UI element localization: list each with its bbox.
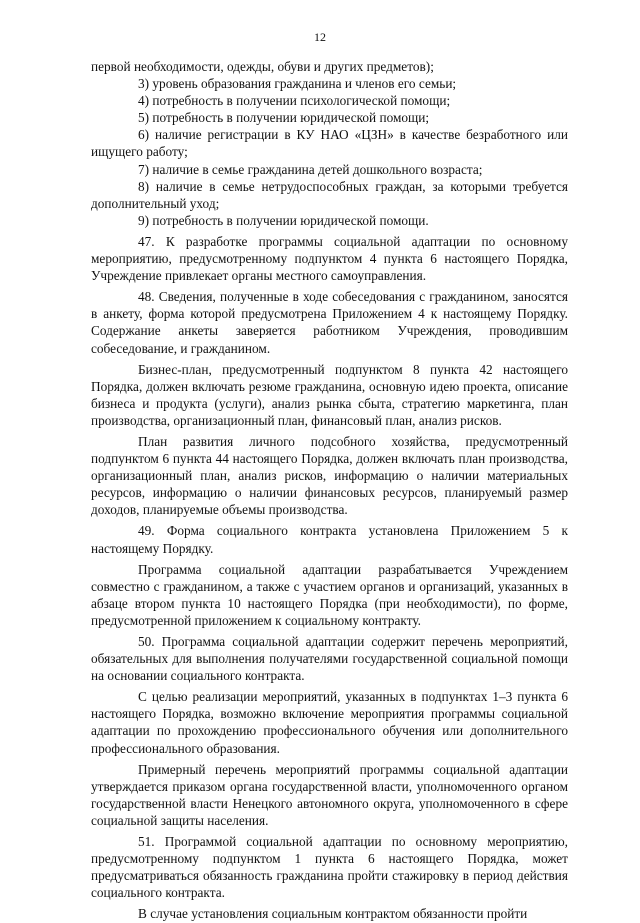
paragraph: В случае установления социальным контрактом обязанности пройти (138, 906, 528, 922)
paragraph: 9) потребность в получении юридической помощи. (138, 212, 429, 228)
paragraph: Бизнес-план, предусмотренный подпунктом 8 пункта 42 настоящего Порядка, должен включать резюме гражданина, основную идею проекта, описание бизнеса и продукта (услуги), анализ рынка сбыта, стратегию маркетинга, план производства, организационный план, финансовый план, анализ рисков. (91, 361, 568, 428)
paragraph: 49. Форма социального контракта установлена Приложением 5 к настоящему Порядку. (91, 523, 568, 556)
page-number: 12 (314, 30, 326, 44)
paragraph: Программа социальной адаптации разрабатывается Учреждением совместно с гражданином, а также с участием органов и организаций, указанных в абзаце втором пункта 10 настоящего Порядка (при необходимости), по форме, предусмотренной приложением к социальному контракту. (91, 561, 568, 628)
paragraph: 50. Программа социальной адаптации содержит перечень мероприятий, обязательных для выполнения получателями государственной социальной помощи на основании социального контракта. (91, 634, 568, 684)
paragraph: 48. Сведения, полученные в ходе собеседования с гражданином, заносятся в анкету, форма которой предусмотрена Приложением 4 к настоящему Порядку. Содержание анкеты заверяется работником Учреждения, проводившим собеседование, и гражданином. (91, 289, 568, 356)
paragraph: 8) наличие в семье нетрудоспособных граждан, за которыми требуется дополнительный уход; (91, 178, 568, 211)
paragraph: С целью реализации мероприятий, указанных в подпунктах 1–3 пункта 6 настоящего Порядка, возможно включение мероприятия программы социальной адаптации по прохождению профессионального обучения или дополнительного профессионального образования. (91, 689, 568, 756)
paragraph: План развития личного подсобного хозяйства, предусмотренный подпунктом 6 пункта 44 настоящего Порядка, должен включать план производства, организационный план, анализ рисков, информацию о наличии материальных ресурсов, информацию о наличии финансовых ресурсов, планируемый размер доходов, планируемые объемы производства. (91, 433, 568, 518)
paragraph: первой необходимости, одежды, обуви и других предметов); (91, 59, 434, 74)
paragraph: 7) наличие в семье гражданина детей дошкольного возраста; (138, 161, 483, 177)
paragraph: 51. Программой социальной адаптации по основному мероприятию, предусмотренному подпунктом 1 пункта 6 настоящего Порядка, может предусматриваться обязанность гражданина пройти стажировку в период действия социального контракта. (91, 834, 568, 901)
document-body (91, 58, 568, 923)
paragraph: 3) уровень образования гражданина и членов его семьи; (138, 76, 457, 92)
paragraph: 4) потребность в получении психологической помощи; (138, 93, 451, 109)
paragraph: 6) наличие регистрации в КУ НАО «ЦЗН» в качестве безработного или ищущего работу; (91, 127, 568, 160)
paragraph: 5) потребность в получении юридической помощи; (138, 110, 430, 126)
paragraph: 47. К разработке программы социальной адаптации по основному мероприятию, предусмотренному подпунктом 4 пункта 6 настоящего Порядка, Учреждение привлекает органы местного самоуправления. (91, 233, 568, 284)
paragraph: Примерный перечень мероприятий программы социальной адаптации утверждается приказом органа государственной власти, уполномоченного органом государственной власти Ненецкого автономного округа, уполномоченного в сфере социальной защиты населения. (91, 761, 568, 828)
